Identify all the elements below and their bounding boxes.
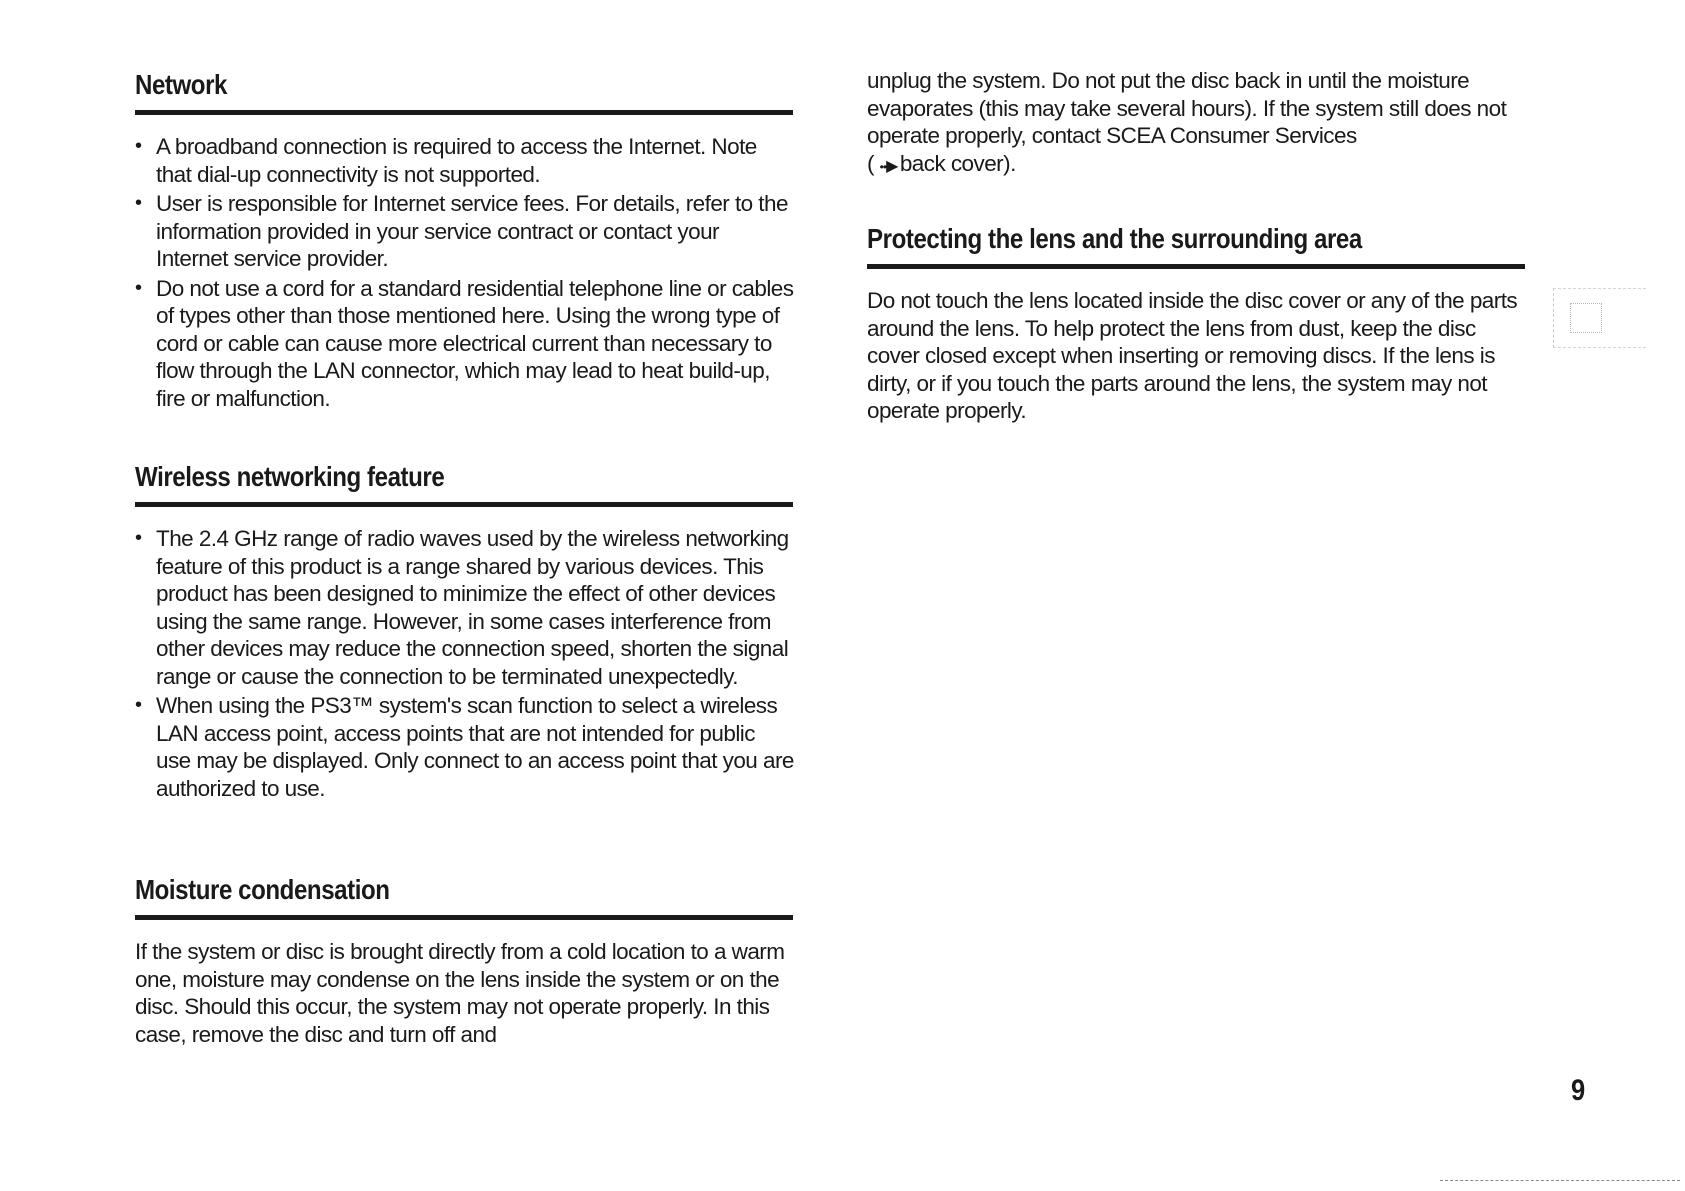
moisture-heading: Moisture condensation [135, 874, 390, 905]
bullet-icon: • [135, 694, 142, 716]
moisture-continued-section [867, 67, 1527, 181]
network-bullet-list [135, 133, 795, 412]
network-bullet-item: • A broadband connection is required to access the Internet. Note that dial-up connectivity is not supported. [135, 134, 757, 187]
bullet-icon: • [135, 192, 142, 214]
page-number: 9 [1571, 1074, 1586, 1107]
wireless-heading: Wireless networking feature [135, 461, 445, 492]
moisture-section [135, 873, 795, 1048]
wireless-bullet-item: • The 2.4 GHz range of radio waves used by the wireless networking feature of this product is a range shared by various devices. This product has been designed to minimize the effect of other devices using the same range. However, in some cases interference from other devices may reduce the connection speed, shorten the signal range or cause the connection to be terminated unexpectedly. [135, 526, 789, 689]
back-cover-reference: ( ••▶back cover). [867, 150, 1016, 176]
lens-section [867, 222, 1527, 425]
side-tab-mark [1553, 288, 1646, 348]
footer-dashed-line [1440, 1180, 1680, 1181]
lens-paragraph: Do not touch the lens located inside the disc cover or any of the parts around the lens. To help protect the lens from dust, keep the disc cover closed except when inserting or removing discs. If the lens is dirty, or if you touch the parts around the lens, the system may not operate properly. [867, 288, 1518, 423]
wireless-bullet-list [135, 525, 795, 802]
network-bullet-item: • Do not use a cord for a standard residential telephone line or cables of types other than those mentioned here. Using the wrong type of cord or cable can cause more electrical current than necessary to flow through the LAN connector, which may lead to heat build-up, fire or malfunction. [135, 275, 794, 411]
network-bullet-item: • User is responsible for Internet service fees. For details, refer to the information provided in your service contract or contact your Internet service provider. [135, 191, 788, 271]
network-heading-rule [135, 110, 793, 115]
reference-dots-icon: •• [879, 159, 887, 174]
bullet-icon: • [135, 135, 142, 157]
lens-heading-rule [867, 264, 1525, 269]
reference-arrow-icon: ▶ [886, 157, 898, 175]
bullet-icon: • [135, 527, 142, 549]
bullet-icon: • [135, 276, 142, 299]
moisture-continued-paragraph: unplug the system. Do not put the disc back in until the moisture evaporates (this may take several hours). If the system still does not operate properly, contact SCEA Consumer Services ( ••▶back cover). [867, 68, 1507, 176]
moisture-heading-rule [135, 915, 793, 920]
network-heading: Network [135, 69, 227, 100]
lens-heading: Protecting the lens and the surrounding area [867, 223, 1362, 254]
wireless-section [135, 460, 795, 804]
wireless-bullet-item: • When using the PS3™ system's scan function to select a wireless LAN access point, access points that are not intended for public use may be displayed. Only connect to an access point that you are authorized to use. [135, 693, 794, 801]
wireless-heading-rule [135, 502, 793, 507]
moisture-paragraph: If the system or disc is brought directly from a cold location to a warm one, moisture may condense on the lens inside the system or on the disc. Should this occur, the system may not operate properly. In this case, remove the disc and turn off and [135, 939, 785, 1047]
network-section [135, 68, 795, 414]
side-tab-icon [1570, 303, 1602, 333]
